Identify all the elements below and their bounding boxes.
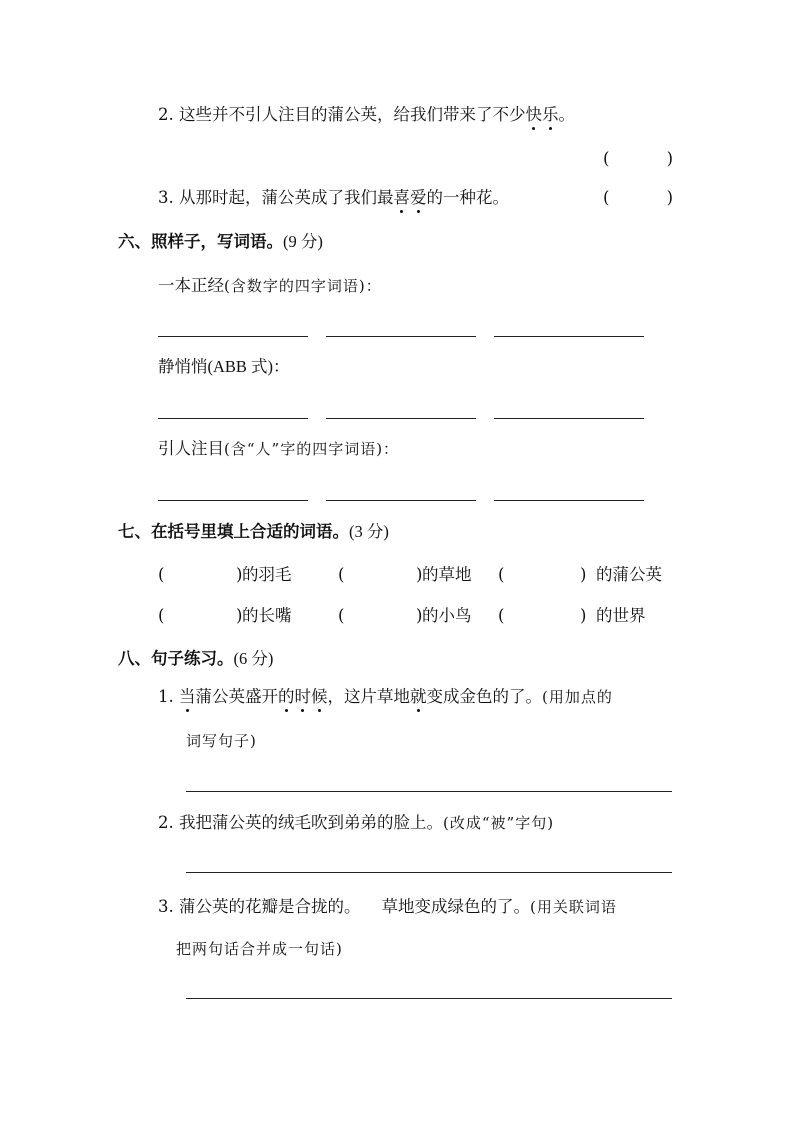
s7-r2-c1-close: ) (236, 606, 243, 625)
s8-q3-note1: (用关联词语 (529, 898, 617, 916)
s7-r1-c1-close: ) (236, 565, 243, 584)
s7-r2-c1-open[interactable]: ( (158, 606, 165, 625)
s6-item-1-blank-2[interactable] (326, 336, 476, 337)
s6-heading (118, 234, 323, 251)
s7-r2-c1-text: 的长嘴 (242, 606, 292, 625)
s8-q1-note2: 词写句子) (186, 732, 257, 750)
s6-item-3-blank-2[interactable] (326, 500, 476, 501)
s8-q1-note1: (用加点的 (542, 688, 613, 706)
s8-q1-d1: 当 (179, 687, 196, 706)
s8-q1-t3: 变成金色的了。 (426, 687, 542, 706)
s5-q3 (158, 190, 509, 207)
s5-q2-answer[interactable] (603, 151, 673, 168)
s5-q2-paren-open: ( (603, 149, 610, 168)
s7-r2-c3-close: ) (580, 606, 587, 625)
s5-q2 (158, 107, 575, 124)
s6-item-2 (158, 359, 290, 376)
s5-q3-pre: 从那时起，蒲公英成了我们最 (179, 188, 394, 207)
s6-heading-text: 六、照样子，写词语。 (118, 232, 283, 251)
s7-r1-c3-text: 的蒲公英 (596, 565, 662, 584)
s5-q3-num: 3. (158, 188, 174, 207)
s8-q1-d3: 时 (294, 687, 311, 706)
s6-item-2-note: (ABB 式)： (207, 357, 290, 376)
s6-item-3-note: (含“人”字的四字词语)： (224, 440, 400, 458)
s7-heading-text: 七、在括号里填上合适的词语。 (118, 522, 349, 541)
s8-q3 (158, 899, 617, 916)
s6-item-3-label: 引人注目 (158, 439, 224, 458)
s8-q1-t1: 蒲公英盛开 (195, 687, 278, 706)
s8-q2-note: (改成“被”字句) (443, 814, 555, 832)
s8-heading (118, 651, 273, 668)
s5-q3-dot1: 喜 (393, 188, 410, 207)
s8-q1-num: 1. (158, 687, 174, 706)
s5-q2-pre: 这些并不引人注目的蒲公英，给我们带来了不少 (179, 105, 526, 124)
s7-r1-c3-close: ) (580, 565, 587, 584)
s6-item-1-blank-3[interactable] (494, 336, 644, 337)
s7-score: (3 分) (349, 522, 389, 541)
s8-q2 (158, 815, 554, 832)
s6-item-1-label: 一本正经 (158, 276, 224, 295)
s5-q3-post: 的一种花。 (426, 188, 509, 207)
s7-r2-c2-close: ) (416, 606, 423, 625)
s7-heading (118, 524, 389, 541)
s8-q2-text: 我把蒲公英的绒毛吹到弟弟的脸上。 (179, 813, 443, 832)
s8-heading-text: 八、句子练习。 (118, 649, 234, 668)
s8-q3-text1: 蒲公英的花瓣是合拢的。 (179, 897, 361, 916)
s8-q2-num: 2. (158, 813, 174, 832)
s6-item-2-blank-3[interactable] (494, 418, 644, 419)
s6-item-2-blank-1[interactable] (158, 418, 308, 419)
s8-q3-text2: 草地变成绿色的了。 (381, 897, 530, 916)
s8-q1-d2: 的 (278, 687, 295, 706)
s6-item-1-blank-1[interactable] (158, 336, 308, 337)
s6-item-3-blank-1[interactable] (158, 500, 308, 501)
s7-r1-c1-open[interactable]: ( (158, 565, 165, 584)
s7-r2-c3-text: 的世界 (596, 606, 646, 625)
s7-r1-c2-text: 的草地 (422, 565, 472, 584)
s8-q3-note2: 把两句话合并成一句话) (176, 940, 343, 958)
s7-r1-c2-open[interactable]: ( (338, 565, 345, 584)
s5-q3-paren-open: ( (603, 188, 610, 207)
s6-item-3-blank-3[interactable] (494, 500, 644, 501)
s5-q2-num: 2. (158, 105, 174, 124)
s6-score: (9 分) (283, 232, 323, 251)
s8-q3-answer-line[interactable] (186, 998, 672, 999)
s7-r2-c2-open[interactable]: ( (338, 606, 345, 625)
s8-q1-answer-line[interactable] (186, 791, 672, 792)
s7-r1-c2-close: ) (416, 565, 423, 584)
s8-q2-answer-line[interactable] (186, 872, 672, 873)
s5-q3-paren-close: ) (666, 188, 673, 207)
s8-score: (6 分) (233, 649, 274, 668)
s6-item-1 (158, 278, 382, 295)
s7-r2-c3-open[interactable]: ( (498, 606, 505, 625)
s6-item-3 (158, 441, 399, 458)
s8-q1-t2: ，这片草地 (327, 687, 410, 706)
s7-r2-c2-text: 的小鸟 (422, 606, 472, 625)
s5-q2-dot2: 乐 (542, 105, 559, 124)
s8-q3-num: 3. (158, 897, 174, 916)
s5-q2-dot1: 快 (525, 105, 542, 124)
s8-q1-d4: 候 (311, 687, 328, 706)
s6-item-2-label: 静悄悄 (158, 357, 208, 376)
s7-r1-c1-text: 的羽毛 (242, 565, 292, 584)
s6-item-2-blank-2[interactable] (326, 418, 476, 419)
s6-item-1-note: (含数字的四字词语)： (224, 277, 382, 295)
s5-q2-paren-close: ) (666, 149, 673, 168)
s5-q2-post: 。 (558, 105, 575, 124)
s8-q1-d5: 就 (410, 687, 427, 706)
s5-q3-dot2: 爱 (410, 188, 427, 207)
s5-q3-answer[interactable] (603, 190, 673, 207)
s8-q1 (158, 689, 613, 706)
s7-r1-c3-open[interactable]: ( (498, 565, 505, 584)
